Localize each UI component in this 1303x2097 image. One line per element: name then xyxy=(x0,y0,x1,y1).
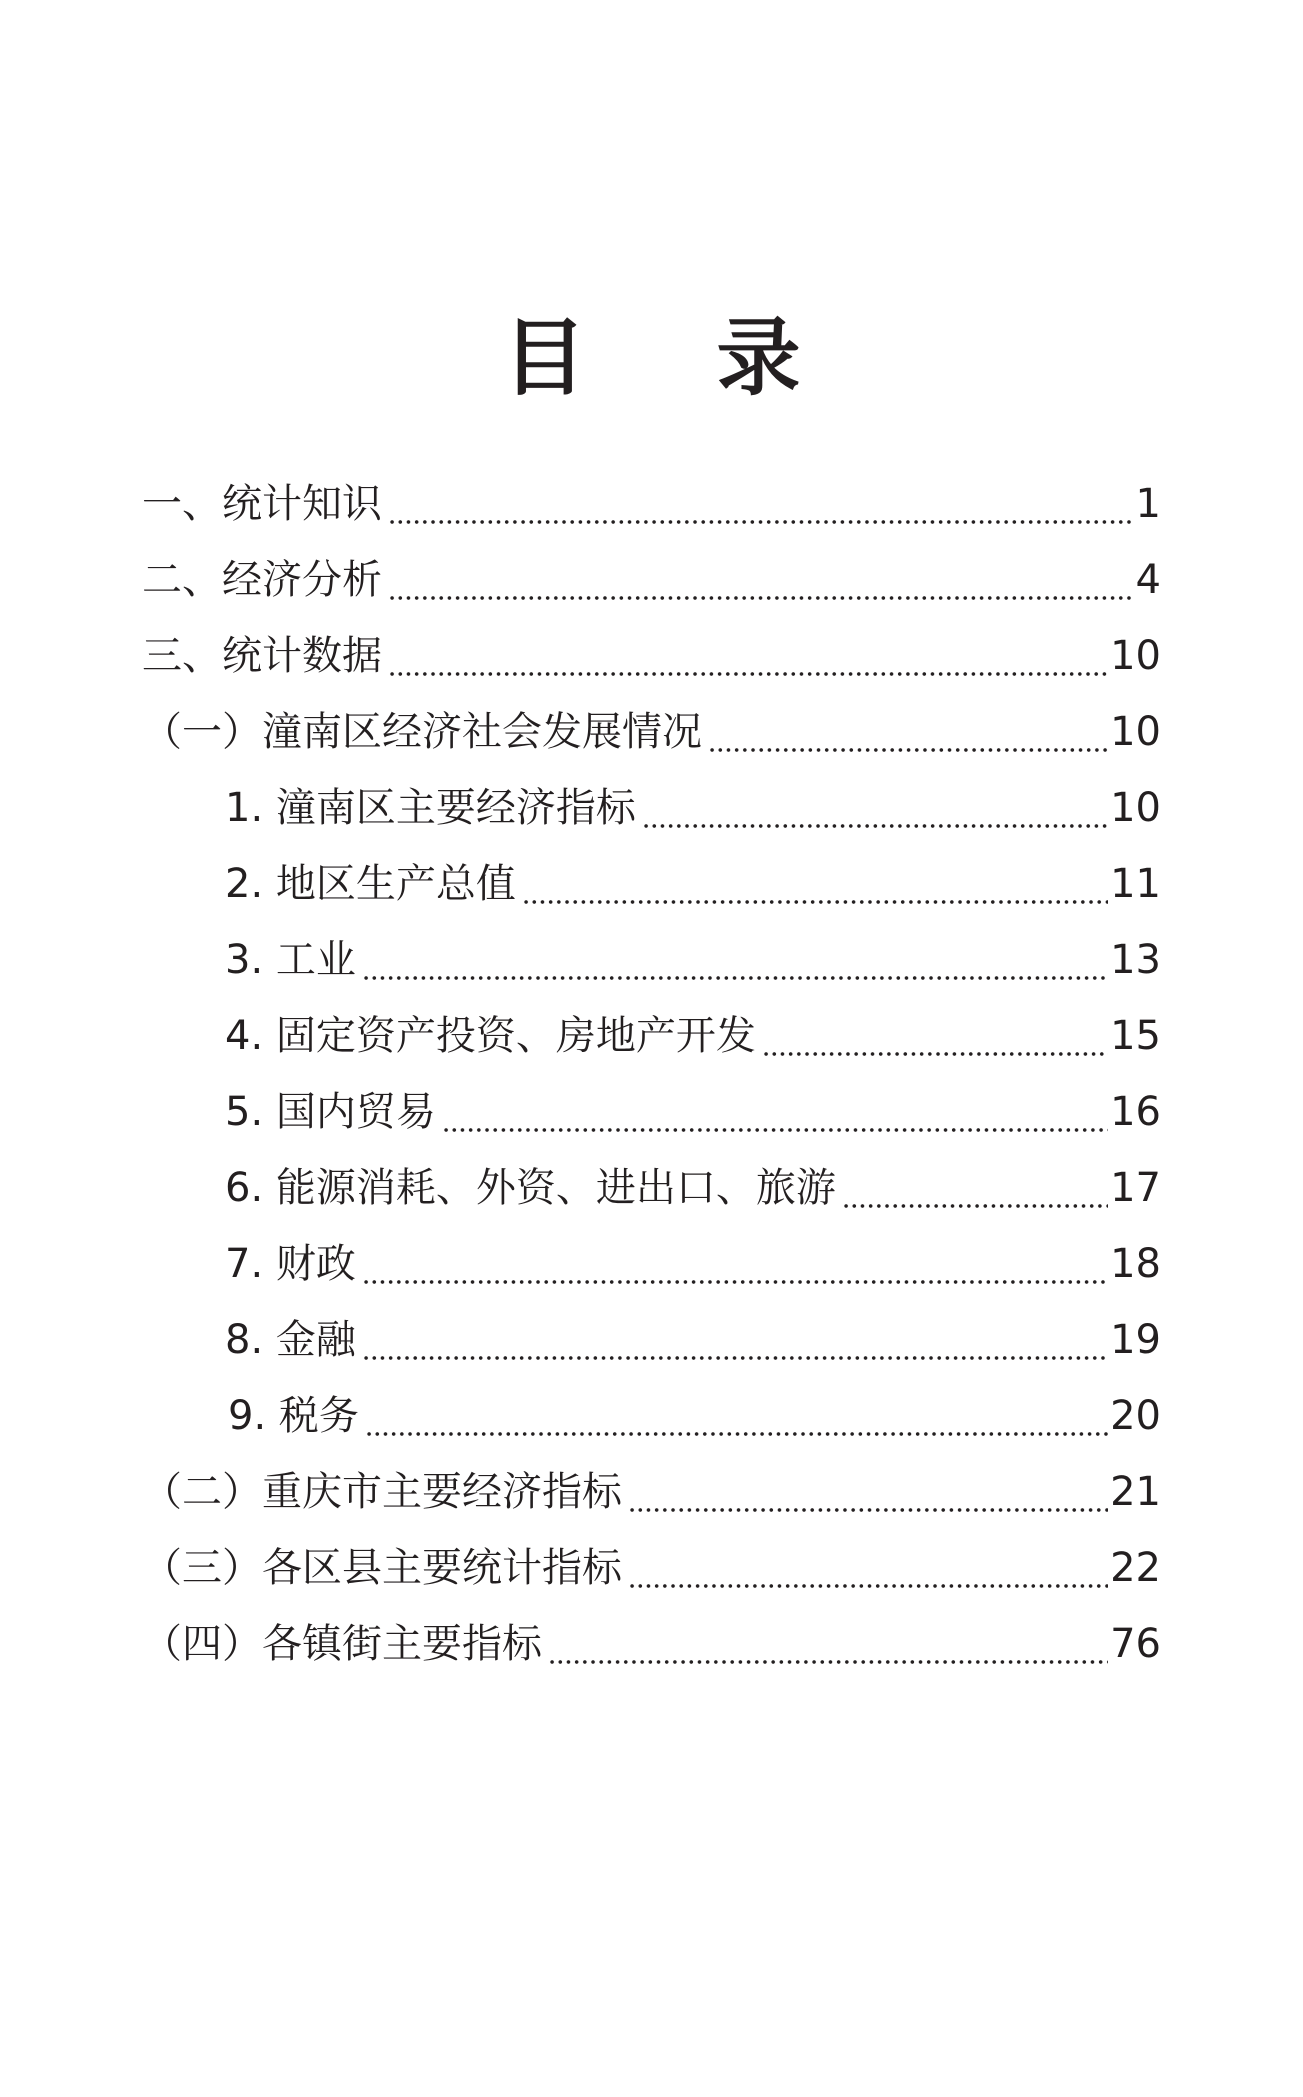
toc-dot-leader xyxy=(365,1388,1108,1444)
toc-entry-page: 19 xyxy=(1110,1317,1161,1363)
toc-entry-page: 20 xyxy=(1110,1393,1161,1439)
toc-entry-label: 三、统计数据 xyxy=(142,633,382,679)
toc-entry-6[interactable] xyxy=(225,856,1161,912)
toc-dot-leader xyxy=(762,1008,1108,1064)
toc-entry-9[interactable] xyxy=(225,1084,1161,1140)
toc-dot-leader xyxy=(522,856,1108,912)
toc-entry-16[interactable] xyxy=(142,1616,1161,1672)
toc-entry-8[interactable] xyxy=(225,1008,1161,1064)
toc-dot-leader xyxy=(362,1236,1108,1292)
toc-entry-3[interactable] xyxy=(142,628,1161,684)
toc-entry-page: 21 xyxy=(1110,1469,1161,1515)
toc-entry-15[interactable] xyxy=(142,1540,1161,1596)
toc-entry-label: 1. 潼南区主要经济指标 xyxy=(225,785,636,831)
title-char-2: 录 xyxy=(716,308,801,407)
toc-entry-label: （四）各镇街主要指标 xyxy=(142,1621,542,1667)
toc-entry-page: 4 xyxy=(1135,557,1161,603)
toc-entry-12[interactable] xyxy=(225,1312,1161,1368)
toc-entry-label: 8. 金融 xyxy=(225,1317,356,1363)
toc-dot-leader xyxy=(628,1540,1108,1596)
toc-entry-label: （二）重庆市主要经济指标 xyxy=(142,1469,622,1515)
toc-dot-leader xyxy=(388,628,1108,684)
toc-entry-page: 17 xyxy=(1110,1165,1161,1211)
toc-entry-label: （三）各区县主要统计指标 xyxy=(142,1545,622,1591)
toc-dot-leader xyxy=(362,1312,1108,1368)
toc-entry-page: 10 xyxy=(1110,785,1161,831)
toc-entry-label: 7. 财政 xyxy=(225,1241,356,1287)
toc-entry-14[interactable] xyxy=(142,1464,1161,1520)
toc-dot-leader xyxy=(842,1160,1108,1216)
toc-dot-leader xyxy=(388,476,1134,532)
toc-entry-label: 一、统计知识 xyxy=(142,481,382,527)
toc-entry-label: 6. 能源消耗、外资、进出口、旅游 xyxy=(225,1165,836,1211)
toc-entry-13[interactable] xyxy=(228,1388,1161,1444)
toc-entry-2[interactable] xyxy=(142,552,1161,608)
toc-entry-5[interactable] xyxy=(225,780,1161,836)
toc-dot-leader xyxy=(442,1084,1108,1140)
toc-entry-label: 2. 地区生产总值 xyxy=(225,861,516,907)
toc-entry-label: 二、经济分析 xyxy=(142,557,382,603)
toc-dot-leader xyxy=(708,704,1108,760)
toc-entry-label: 9. 税务 xyxy=(228,1393,359,1439)
toc-entry-11[interactable] xyxy=(225,1236,1161,1292)
toc-entry-10[interactable] xyxy=(225,1160,1161,1216)
toc-entry-page: 16 xyxy=(1110,1089,1161,1135)
toc-entry-page: 11 xyxy=(1110,861,1161,907)
toc-entry-page: 10 xyxy=(1110,633,1161,679)
toc-entry-page: 13 xyxy=(1110,937,1161,983)
title-char-1: 目 xyxy=(502,308,587,407)
toc-entry-page: 18 xyxy=(1110,1241,1161,1287)
toc-entry-label: （一）潼南区经济社会发展情况 xyxy=(142,709,702,755)
toc-entry-page: 22 xyxy=(1110,1545,1161,1591)
toc-dot-leader xyxy=(362,932,1108,988)
toc-entry-label: 3. 工业 xyxy=(225,937,356,983)
toc-entry-7[interactable] xyxy=(225,932,1161,988)
toc-dot-leader xyxy=(628,1464,1108,1520)
page-title xyxy=(0,308,1303,408)
toc-entry-4[interactable] xyxy=(142,704,1161,760)
toc-entry-label: 5. 国内贸易 xyxy=(225,1089,436,1135)
toc-entry-label: 4. 固定资产投资、房地产开发 xyxy=(225,1013,756,1059)
toc-entry-page: 10 xyxy=(1110,709,1161,755)
toc-dot-leader xyxy=(388,552,1134,608)
toc-dot-leader xyxy=(548,1616,1108,1672)
toc-dot-leader xyxy=(642,780,1108,836)
toc-entry-1[interactable] xyxy=(142,476,1161,532)
toc-entry-page: 15 xyxy=(1110,1013,1161,1059)
toc-entry-page: 76 xyxy=(1110,1621,1161,1667)
toc-entry-page: 1 xyxy=(1135,481,1161,527)
